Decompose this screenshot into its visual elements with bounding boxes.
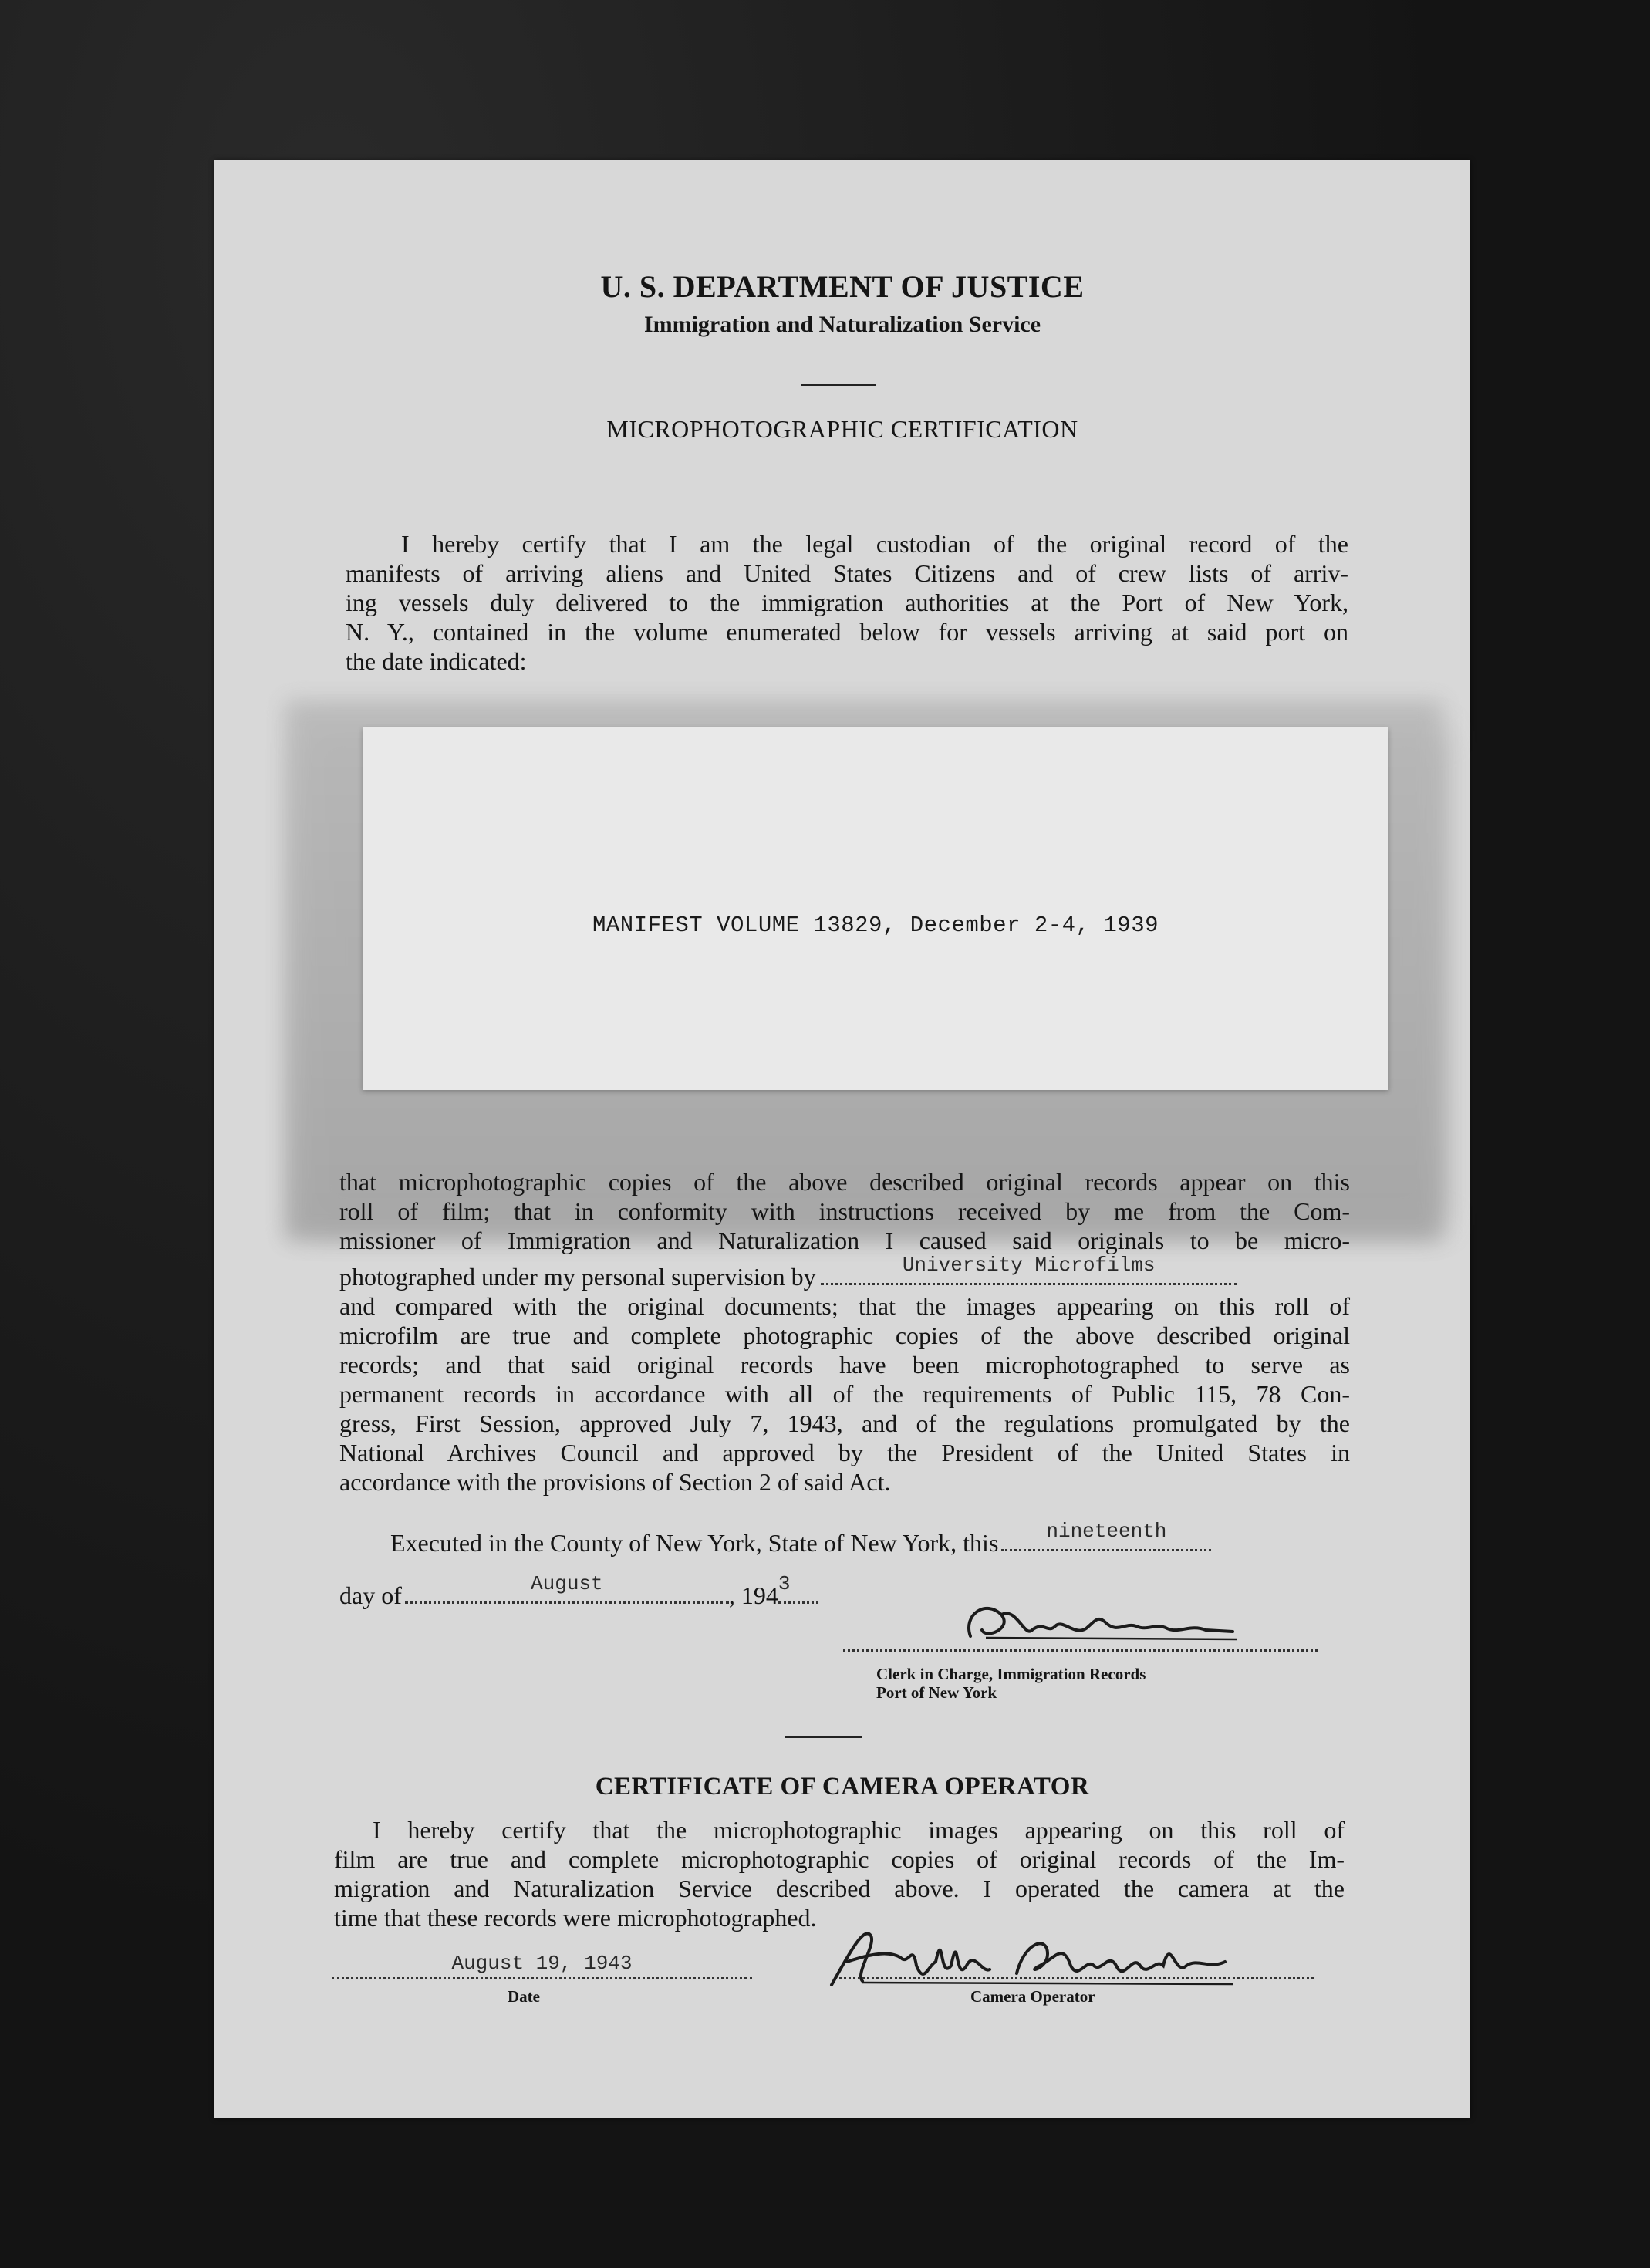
operator-date-line xyxy=(332,1977,752,1979)
operator-certificate-title: CERTIFICATE OF CAMERA OPERATOR xyxy=(595,1773,1090,1801)
body-line: that microphotographic copies of the above described original records appear on this xyxy=(339,1168,1350,1196)
day-field xyxy=(1001,1520,1211,1551)
month-field xyxy=(405,1572,729,1604)
service-subheading: Immigration and Naturalization Service xyxy=(643,312,1041,337)
body-line: accordance with the provisions of Section 2 of said Act. xyxy=(339,1468,891,1496)
body-line: photographed under my personal supervision by xyxy=(339,1263,816,1291)
intro-line: the date indicated: xyxy=(346,647,527,675)
operator-date-value: August 19, 1943 xyxy=(451,1952,633,1975)
operator-line: migration and Naturalization Service described above. I operated the camera at the xyxy=(334,1875,1345,1902)
body-line: and compared with the original documents; that the images appearing on this roll of xyxy=(339,1292,1350,1320)
intro-line: manifests of arriving aliens and United States Citizens and of crew lists of arriv- xyxy=(346,559,1348,587)
intro-line: I hereby certify that I am the legal custodian of the original record of the xyxy=(401,530,1348,558)
operator-line: time that these records were microphotographed. xyxy=(334,1904,817,1932)
year-value: 3 xyxy=(778,1572,791,1595)
date-caption: Date xyxy=(508,1987,540,2006)
day-of-label: day of xyxy=(339,1581,402,1609)
certification-title: MICROPHOTOGRAPHIC CERTIFICATION xyxy=(606,415,1078,443)
body-paragraph xyxy=(339,1167,1350,1497)
operator-signature-line xyxy=(839,1977,1314,1979)
clerk-signature-line xyxy=(843,1649,1318,1652)
header-divider xyxy=(801,384,876,386)
section-divider xyxy=(785,1736,862,1738)
intro-line: ing vessels duly delivered to the immigration authorities at the Port of New York, xyxy=(346,589,1348,616)
operator-line: I hereby certify that the microphotographic images appearing on this roll of xyxy=(373,1816,1345,1844)
body-line: gress, First Session, approved July 7, 1943, and of the regulations promulgated by the xyxy=(339,1409,1350,1437)
certificate-page xyxy=(214,160,1470,2118)
clerk-caption-line: Port of New York xyxy=(876,1683,997,1702)
month-value: August xyxy=(531,1572,603,1595)
operator-caption: Camera Operator xyxy=(970,1987,1095,2006)
date-line xyxy=(339,1572,818,1610)
executed-text: Executed in the County of New York, State of New York, this xyxy=(390,1529,999,1557)
body-line: missioner of Immigration and Naturalization I caused said originals to be micro- xyxy=(339,1227,1350,1254)
body-line: National Archives Council and approved by the President of the United States in xyxy=(339,1439,1350,1466)
manifest-slip xyxy=(363,727,1388,1090)
clerk-caption-line: Clerk in Charge, Immigration Records xyxy=(876,1665,1146,1683)
body-line: microfilm are true and complete photographic copies of the above described original xyxy=(339,1321,1350,1349)
body-line: permanent records in accordance with all of the requirements of Public 115, 78 Con- xyxy=(339,1380,1350,1408)
supervisor-value: University Microfilms xyxy=(902,1254,1156,1277)
supervision-line xyxy=(339,1254,1350,1291)
intro-line: N. Y., contained in the volume enumerated below for vessels arriving at said port on xyxy=(346,618,1348,646)
year-prefix: , 194 xyxy=(728,1581,778,1609)
year-field xyxy=(778,1572,818,1604)
agency-heading: U. S. DEPARTMENT OF JUSTICE xyxy=(600,269,1085,304)
body-line: roll of film; that in conformity with instructions received by me from the Com- xyxy=(339,1197,1350,1225)
manifest-volume-text: MANIFEST VOLUME 13829, December 2-4, 1939 xyxy=(592,913,1159,938)
clerk-signature xyxy=(940,1591,1248,1653)
intro-paragraph xyxy=(346,529,1348,676)
executed-line xyxy=(390,1520,1211,1558)
clerk-caption xyxy=(876,1665,1146,1702)
body-line: records; and that said original records have been microphotographed to serve as xyxy=(339,1351,1350,1379)
operator-signature xyxy=(816,1912,1248,1996)
day-value: nineteenth xyxy=(1046,1520,1167,1543)
operator-line: film are true and complete microphotographic copies of original records of the Im- xyxy=(334,1845,1345,1873)
supervisor-field xyxy=(821,1254,1237,1285)
